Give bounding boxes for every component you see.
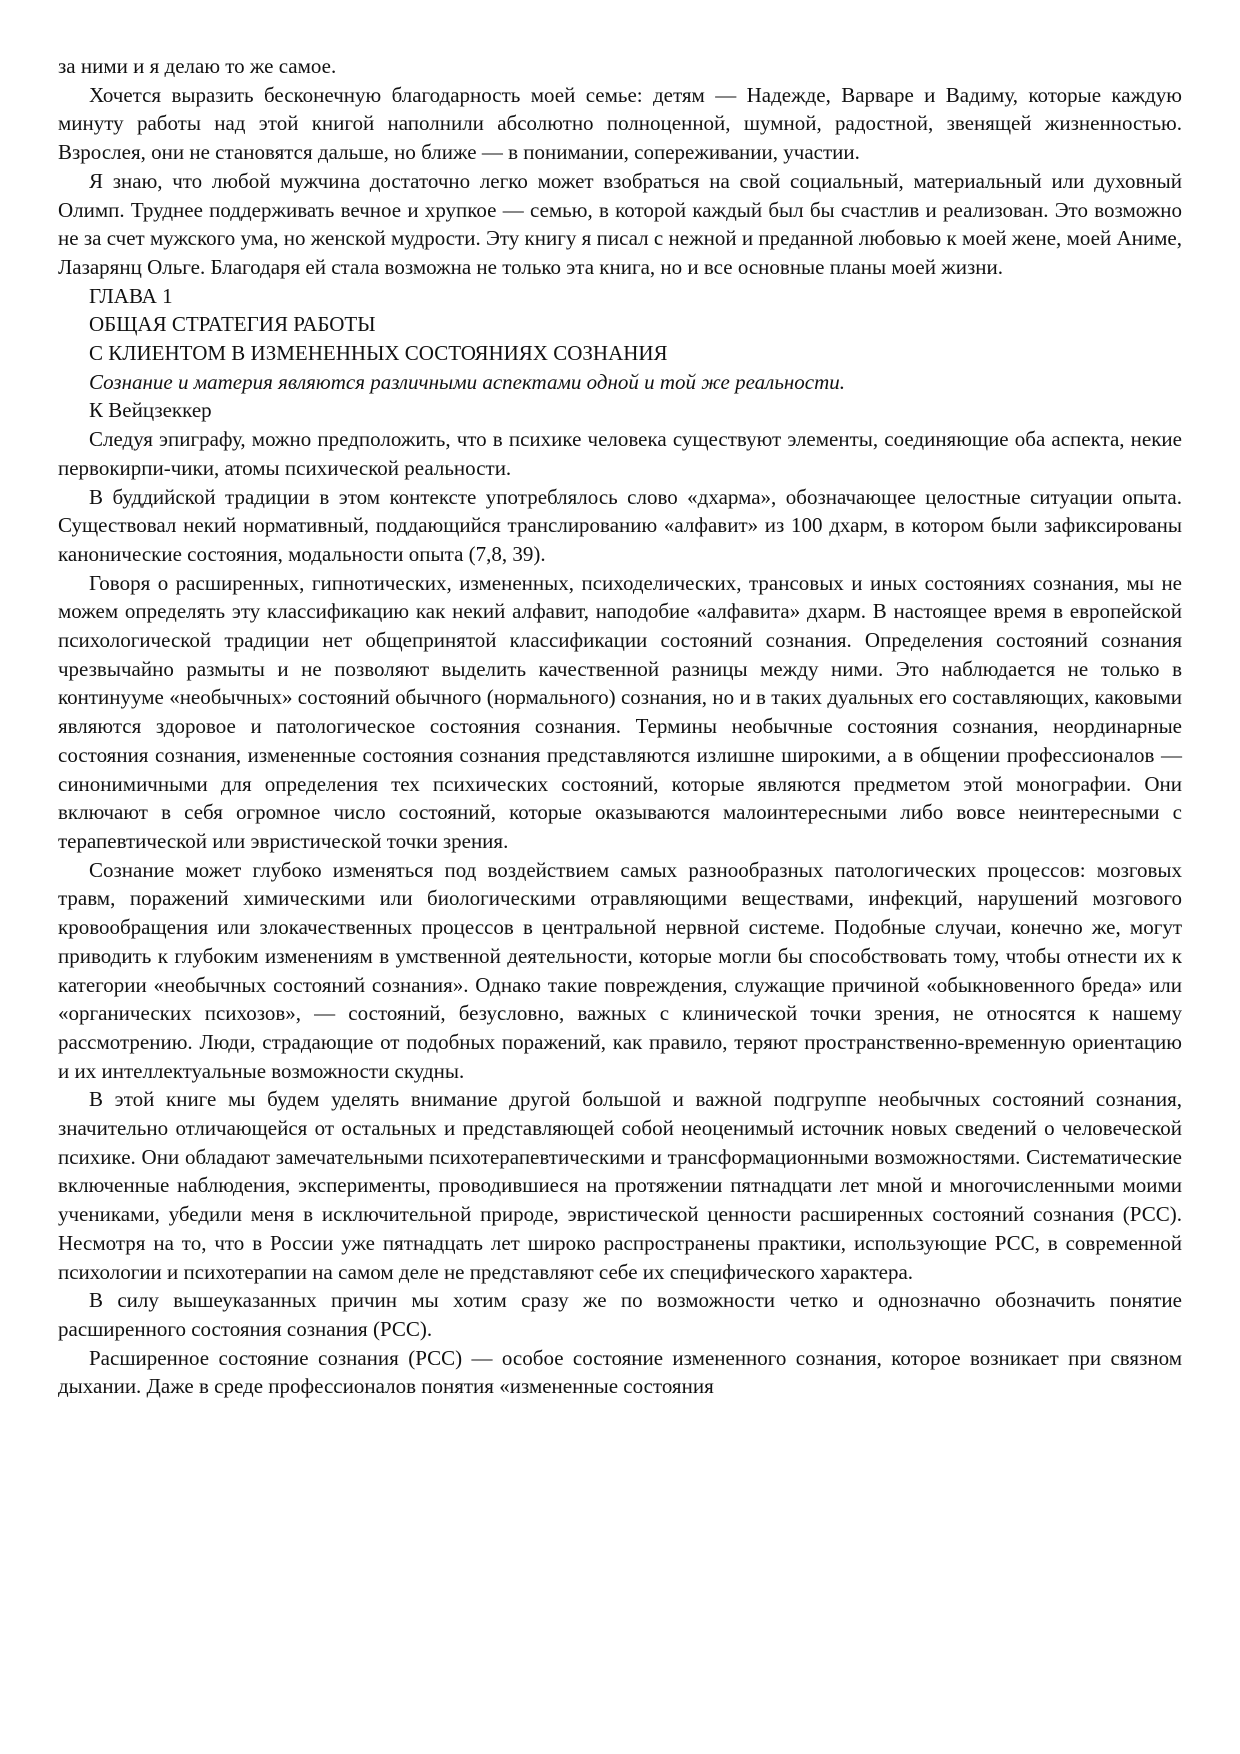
paragraph-states-classification: Говоря о расширенных, гипнотических, измененных, психоделических, трансовых и иных состояниях сознания, мы не можем определять эту классификацию как некий алфавит, наподобие «алфавита» дхарм. В настоящее время в европейской психологической традиции нет общепринятой классификации состояний сознания. Определения состояний сознания чрезвычайно размыты и не позволяют выделить качественной разницы между ними. Это наблюдается не только в континууме «необычных» состояний обычного (нормального) сознания, но и в таких дуальных его составляющих, каковыми являются здоровое и патологическое состояния сознания. Термины необычные состояния сознания, неординарные состояния сознания, измененные состояния сознания представляются излишне широкими, а в общении профессионалов — синонимичными для определения тех психических состояний, которые являются предметом этой монографии. Они включают в себя огромное число состояний, которые оказываются малоинтересными либо вовсе неинтересными с терапевтической или эвристической точки зрения. [58, 570, 1182, 853]
document-page [58, 52, 1182, 1401]
paragraph-book-focus: В этой книге мы будем уделять внимание другой большой и важной подгруппе необычных состояний сознания, значительно отличающейся от остальных и представляющей собой неоценимый источник новых сведений о человеческой психике. Они обладают замечательными психотерапевтическими и трансформационными возможностями. Систематические включенные наблюдения, эксперименты, проводившиеся на протяжении пятнадцати лет мной и многочисленными моими учениками, убедили меня в исключительной природе, эвристической ценности расширенных состояний сознания (РСС). Несмотря на то, что в России уже пятнадцать лет широко распространены практики, использующие РСС, в современной психологии и психотерапии на самом деле не представляют себе их специфического характера. [58, 1087, 1182, 1284]
chapter-number: ГЛАВА 1 [89, 283, 173, 308]
paragraph-pathological-processes: Сознание может глубоко изменяться под воздействием самых разнообразных патологических процессов: мозговых травм, поражений химическими или биологическими отравляющими веществами, инфекций, нарушений мозгового кровообращения или злокачественных процессов в центральной нервной системе. Подобные случаи, конечно же, могут приводить к глубоким изменениям в умственной деятельности, которые могли бы способствовать тому, чтобы отнести их к категории «необычных состояний сознания». Однако такие повреждения, служащие причиной «обыкновенного бреда» или «органических психозов», — состояний, безусловно, важных с клинической точки зрения, не относятся к нашему рассмотрению. Люди, страдающие от подобных поражений, как правило, теряют пространственно-временную ориентацию и их интеллектуальные возможности скудны. [58, 857, 1182, 1083]
chapter-title-line-1: ОБЩАЯ СТРАТЕГИЯ РАБОТЫ [89, 312, 376, 337]
paragraph-rss-definition: Расширенное состояние сознания (РСС) — особое состояние измененного сознания, которое возникает при связном дыхании. Даже в среде профессионалов понятия «измененные состояния [58, 1345, 1182, 1399]
paragraph-continuation: за ними и я делаю то же самое. [58, 54, 337, 78]
paragraph-family-gratitude: Хочется выразить бесконечную благодарность моей семье: детям — Надежде, Варваре и Вадиму, которые каждую минуту работы над этой книгой наполнили абсолютно полноценной, шумной, радостной, звенящей жизненностью. Взрослея, они не становятся дальше, но ближе — в понимании, сопереживании, участии. [58, 82, 1182, 165]
paragraph-wife-dedication: Я знаю, что любой мужчина достаточно легко может взобраться на свой социальный, материальный или духовный Олимп. Труднее поддерживать вечное и хрупкое — семью, в которой каждый был бы счастлив и реализован. Это возможно не за счет мужского ума, но женской мудрости. Эту книгу я писал с нежной и преданной любовью к моей жене, моей Аниме, Лазарянц Ольге. Благодаря ей стала возможна не только эта книга, но и все основные планы моей жизни. [58, 168, 1182, 279]
paragraph-epigraph-followup: Следуя эпиграфу, можно предположить, что в психике человека существуют элементы, соединяющие оба аспекта, некие первокирпи-чики, атомы психической реальности. [58, 427, 1182, 480]
epigraph: Сознание и материя являются различными аспектами одной и той же реальности. [89, 369, 846, 394]
chapter-title-line-2: С КЛИЕНТОМ В ИЗМЕНЕННЫХ СОСТОЯНИЯХ СОЗНАНИЯ [89, 341, 668, 366]
paragraph-buddhist-dharma: В буддийской традиции в этом контексте употреблялось слово «дхарма», обозначающее целостные ситуации опыта. Существовал некий нормативный, поддающийся транслированию «алфавит» из 100 дхарм, в котором были зафиксированы канонические состояния, модальности опыта (7,8, 39). [58, 484, 1182, 566]
paragraph-definition-intro: В силу вышеуказанных причин мы хотим сразу же по возможности четко и однозначно обозначить понятие расширенного состояния сознания (РСС). [58, 1288, 1182, 1341]
epigraph-author: К Вейцзеккер [89, 398, 212, 423]
